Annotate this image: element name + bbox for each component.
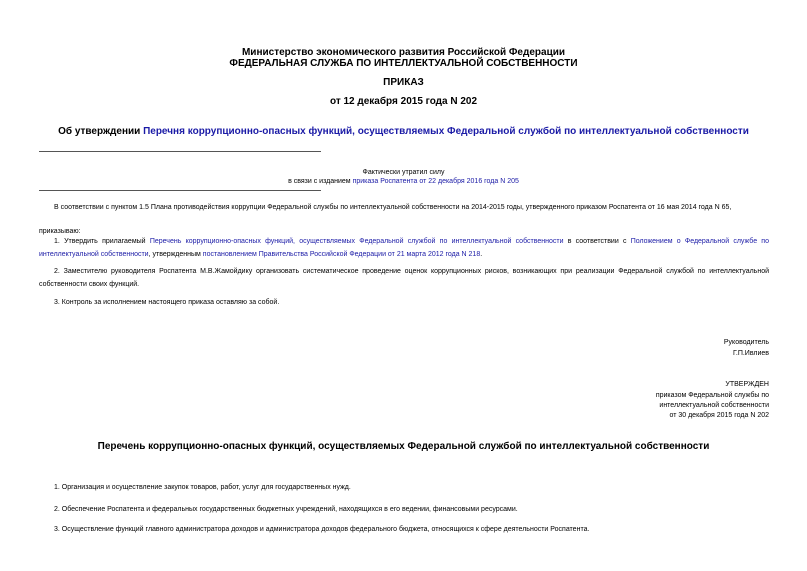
order-item-1-text-b: в соответствии с	[563, 238, 631, 245]
order-item-1-text-c: , утвержденным	[148, 251, 203, 258]
ministry-heading: Министерство экономического развития Российской Федерации	[241, 47, 566, 58]
function-item-3: 3. Осуществление функций главного администратора доходов и администратора доходов федерального бюджета, относящихся к сфере деятельности Роспатента.	[54, 526, 590, 533]
approval-line-1: приказом Федеральной службы по	[655, 392, 769, 399]
approval-word: УТВЕРЖДЕН	[725, 381, 769, 388]
order-item-1-regulation-link[interactable]: Положением о Федеральной службе по интеллектуальной собственности	[39, 238, 769, 258]
order-word: приказываю:	[39, 228, 81, 235]
signature-name: Г.П.Ивлиев	[732, 350, 769, 357]
service-heading: ФЕДЕРАЛЬНАЯ СЛУЖБА ПО ИНТЕЛЛЕКТУАЛЬНОЙ СОБСТВЕННОСТИ	[229, 58, 578, 69]
order-item-1-text-d: .	[480, 251, 483, 258]
preamble-paragraph: В соответствии с пунктом 1.5 Плана противодействия коррупции Федеральной службы по интеллектуальной собственности на 2014-2015 годы, утвержденного приказом Роспатента от 16 мая 2014 года N 65,	[54, 204, 732, 211]
order-item-1-list-link[interactable]: Перечень коррупционно-опасных функций, осуществляемых Федеральной службой по интеллектуальной собственности	[149, 238, 564, 245]
order-item-1-text-a: 1. Утвердить прилагаемый	[54, 238, 150, 245]
order-item-1-decree-link[interactable]: постановлением Правительства Российской Федерации от 21 марта 2012 года N 218	[202, 251, 481, 258]
function-item-1: 1. Организация и осуществление закупок товаров, работ, услуг для государственных нужд.	[54, 484, 351, 491]
document-title-link[interactable]: Перечня коррупционно-опасных функций, осуществляемых Федеральной службой по интеллектуальной собственности	[143, 126, 749, 137]
doc-date-heading: от 12 декабря 2015 года N 202	[329, 96, 478, 107]
order-item-3: 3. Контроль за исполнением настоящего приказа оставляю за собой.	[54, 299, 280, 306]
document-title-prefix: Об утверждении	[58, 126, 144, 137]
order-item-1	[39, 235, 769, 261]
list-title: Перечень коррупционно-опасных функций, осуществляемых Федеральной службой по интеллектуальной собственности	[97, 441, 710, 452]
status-repeal-link[interactable]: приказа Роспатента от 22 декабря 2016 года N 205	[352, 178, 519, 185]
function-item-2: 2. Обеспечение Роспатента и федеральных государственных бюджетных учреждений, находящихся в его ведении, финансовыми ресурсами.	[54, 506, 518, 513]
status-bottom-rule	[39, 190, 321, 191]
status-line-2-prefix: в связи с изданием	[288, 178, 353, 185]
status-top-rule	[39, 151, 321, 152]
signature-role: Руководитель	[723, 339, 769, 346]
order-item-2: 2. Заместителю руководителя Роспатента М.В.Жамойдику организовать систематическое проведение оценок коррупционных рисков, возникающих при реализации Федеральной службой по интеллектуальной собственности своих функций.	[39, 268, 769, 288]
document-title	[0, 126, 807, 137]
status-line-2	[0, 177, 807, 186]
doc-type-heading: ПРИКАЗ	[383, 77, 424, 88]
approval-line-3: от 30 декабря 2015 года N 202	[669, 412, 769, 419]
status-line-1: Фактически утратил силу	[362, 169, 445, 176]
approval-line-2: интеллектуальной собственности	[659, 402, 769, 409]
